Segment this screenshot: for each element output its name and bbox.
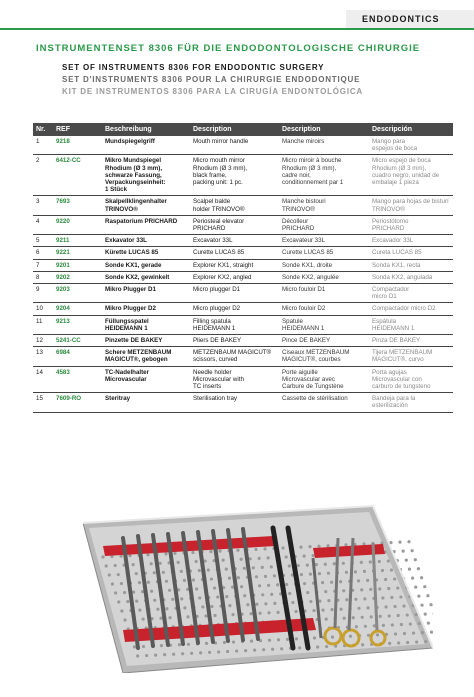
row-nr-text: 1: [36, 138, 40, 145]
row-descripcion-es: [369, 315, 453, 334]
row-description-fr-text: Curette LUCAS 85: [282, 249, 334, 257]
row-descripcion-es: [369, 271, 453, 283]
instrument-table: [33, 123, 453, 413]
row-ref-text: 7609-RO: [56, 395, 82, 403]
row-description-en-text: Explorer KX2, angled: [193, 273, 252, 281]
row-nr: [33, 215, 53, 234]
row-ref: [53, 366, 102, 393]
table-row: [33, 393, 453, 412]
row-ref-text: 9220: [56, 217, 70, 225]
row-ref-text: 9203: [56, 286, 70, 294]
row-nr: [33, 335, 53, 347]
row-descripcion-es-text: Micro espejo de boca Rhodium (Ø 3 mm), cuadro negro, unidad de embalaje 1 pieza: [372, 157, 440, 187]
row-nr: [33, 259, 53, 271]
row-description-fr-text: Micro fouloir D2: [282, 305, 326, 313]
row-beschreibung: [102, 315, 190, 334]
row-nr-text: 9: [36, 286, 40, 294]
row-description-fr: [279, 393, 369, 412]
row-nr-text: 3: [36, 198, 40, 206]
table-row: [33, 284, 453, 303]
table-row: [33, 347, 453, 366]
row-description-fr: [279, 259, 369, 271]
table-row: [33, 335, 453, 347]
row-description-fr-text: Spatule HEIDEMANN 1: [282, 317, 325, 332]
row-description-en: [190, 259, 279, 271]
page-title: INSTRUMENTENSET 8306 FÜR DIE ENDODONTOLOGISCHE CHIRURGIE: [36, 43, 421, 54]
row-description-fr-text: Sonde KX2, angulée: [282, 273, 339, 281]
row-beschreibung: [102, 136, 190, 155]
header-nr: Nr.: [33, 123, 53, 136]
row-nr: [33, 366, 53, 393]
row-descripcion-es: [369, 215, 453, 234]
row-nr-text: 11: [36, 317, 43, 325]
row-descripcion-es-text: Sonda KX2, angulada: [372, 273, 433, 281]
row-descripcion-es-text: Mango para hojas de bisturí TRINOVO®: [372, 198, 449, 213]
row-beschreibung: [102, 303, 190, 315]
row-beschreibung-text: Skalpellklingenhalter TRINOVO®: [105, 198, 167, 213]
row-descripcion-es-text: Tijera METZENBAUM MAGICUT®, curvo: [372, 349, 433, 364]
row-beschreibung: [102, 347, 190, 366]
row-description-fr-text: Micro fouloir D1: [282, 286, 326, 294]
row-description-fr: [279, 235, 369, 247]
row-nr-text: 6: [36, 249, 40, 257]
row-description-fr-text: Cassette de stérilisation: [282, 395, 348, 403]
subtitle-french: SET D'INSTRUMENTS 8306 POUR LA CHIRURGIE ENDODONTIQUE: [62, 75, 361, 84]
row-nr: [33, 315, 53, 334]
header-ref: REF: [53, 123, 102, 136]
row-beschreibung-text: Mikro Plugger D1: [105, 286, 156, 294]
row-beschreibung-text: Sonde KX2, gewinkelt: [105, 273, 170, 281]
instrument-tray-photo: [83, 498, 433, 673]
row-ref-text: 9213: [56, 317, 70, 325]
row-nr: [33, 235, 53, 247]
table-row: [33, 259, 453, 271]
row-nr: [33, 303, 53, 315]
row-descripcion-es: [369, 259, 453, 271]
table-header-row: [33, 123, 453, 136]
row-description-fr: [279, 366, 369, 393]
section-tag: ENDODONTICS: [346, 10, 474, 28]
row-description-en: [190, 155, 279, 196]
row-description-en-text: Micro mouth mirror Rhodium (Ø 3 mm), black frame, packing unit: 1 pc.: [193, 157, 248, 187]
header-rule: [0, 28, 474, 30]
row-descripcion-es-text: Excavador 33L: [372, 237, 414, 245]
row-ref: [53, 393, 102, 412]
row-description-en-text: Excavator 33L: [193, 237, 233, 245]
table-row: [33, 235, 453, 247]
row-description-en: [190, 315, 279, 334]
row-ref: [53, 136, 102, 155]
row-beschreibung: [102, 393, 190, 412]
row-description-fr: [279, 196, 369, 215]
row-ref: [53, 335, 102, 347]
row-ref: [53, 155, 102, 196]
row-beschreibung: [102, 155, 190, 196]
row-description-en-text: Needle holder Microvascular with TC inserts: [193, 368, 244, 391]
row-description-en: [190, 303, 279, 315]
table-row: [33, 247, 453, 259]
row-description-en: [190, 393, 279, 412]
row-descripcion-es-text: Mango para espejos de boca: [372, 138, 418, 153]
row-beschreibung-text: Steritray: [105, 395, 131, 403]
row-descripcion-es-text: Sonda KX1, recta: [372, 261, 421, 269]
header-descripcion-es: Descripción: [369, 123, 453, 136]
row-descripcion-es-text: Periostótomo PRICHARD: [372, 217, 409, 233]
row-nr: [33, 136, 53, 155]
row-description-fr: [279, 347, 369, 366]
row-description-en-text: Curette LUCAS 85: [193, 249, 245, 257]
row-descripcion-es-text: Espátula HEIDEMANN 1: [372, 317, 415, 332]
row-descripcion-es: [369, 136, 453, 155]
row-ref: [53, 315, 102, 334]
row-ref-text: 9201: [56, 261, 70, 269]
row-ref-text: 6984: [56, 349, 70, 357]
row-ref: [53, 259, 102, 271]
row-description-en: [190, 196, 279, 215]
row-nr: [33, 196, 53, 215]
row-beschreibung: [102, 284, 190, 303]
row-ref: [53, 247, 102, 259]
row-descripcion-es: [369, 303, 453, 315]
row-beschreibung-text: TC-Nadelhalter Microvascular: [105, 368, 150, 383]
row-nr-text: 5: [36, 237, 40, 245]
row-descripcion-es: [369, 155, 453, 196]
row-ref-text: 9204: [56, 305, 70, 313]
row-descripcion-es-text: Cureta LUCAS 85: [372, 249, 422, 257]
row-description-en: [190, 284, 279, 303]
row-nr-text: 2: [36, 157, 40, 165]
row-description-en-text: Scalpel balde holder TRINOVO®: [193, 198, 245, 213]
row-descripcion-es: [369, 196, 453, 215]
row-beschreibung: [102, 235, 190, 247]
row-nr-text: 7: [36, 261, 40, 269]
row-descripcion-es: [369, 347, 453, 366]
subtitle-spanish: KIT DE INSTRUMENTOS 8306 PARA LA CIRUGÍA ENDONTOLÓGICA: [62, 87, 364, 96]
row-nr-text: 12: [36, 337, 43, 345]
row-description-en-text: METZENBAUM MAGICUT® scissors, curved: [193, 349, 272, 364]
row-beschreibung-text: Raspatorium PRICHARD: [105, 217, 178, 225]
row-ref-text: 9218: [56, 138, 70, 145]
row-beschreibung-text: Schere METZENBAUM MAGICUT®, gebogen: [105, 349, 172, 364]
row-nr: [33, 271, 53, 283]
row-description-fr: [279, 247, 369, 259]
row-nr-text: 14: [36, 368, 43, 376]
row-beschreibung: [102, 366, 190, 393]
table-row: [33, 215, 453, 234]
row-beschreibung: [102, 196, 190, 215]
row-beschreibung: [102, 215, 190, 234]
row-description-fr-text: Ciseaux METZENBAUM MAGICUT®, courbes: [282, 349, 350, 364]
row-description-en: [190, 366, 279, 393]
row-beschreibung-text: Mundspiegelgriff: [105, 138, 155, 145]
row-nr: [33, 393, 53, 412]
row-nr-text: 4: [36, 217, 40, 225]
row-description-en: [190, 335, 279, 347]
subtitle-english: SET OF INSTRUMENTS 8306 FOR ENDODONTIC SURGERY: [62, 63, 325, 72]
row-description-fr-text: Décolleur PRICHARD: [282, 217, 315, 233]
row-description-fr: [279, 284, 369, 303]
header-description-fr: Description: [279, 123, 369, 136]
row-description-fr: [279, 315, 369, 334]
row-description-fr-text: Manche miroirs: [282, 138, 325, 145]
table-row: [33, 155, 453, 196]
row-description-en-text: Mouth mirror handle: [193, 138, 249, 145]
row-descripcion-es: [369, 235, 453, 247]
row-ref: [53, 215, 102, 234]
row-descripcion-es-text: Compactador micro D1: [372, 286, 410, 301]
row-ref: [53, 271, 102, 283]
row-descripcion-es-text: Porta agujas Microvascular con carburo de tungsteno: [372, 368, 431, 391]
table-row: [33, 366, 453, 393]
row-descripcion-es: [369, 335, 453, 347]
row-description-en-text: Filling spatula HEIDEMANN 1: [193, 317, 236, 332]
table-row: [33, 303, 453, 315]
row-description-fr: [279, 215, 369, 234]
row-nr-text: 10: [36, 305, 43, 313]
row-beschreibung: [102, 259, 190, 271]
row-descripcion-es-text: Compactador micro D2: [372, 305, 436, 313]
row-ref-text: 9221: [56, 249, 70, 257]
table-row: [33, 136, 453, 155]
table-row: [33, 271, 453, 283]
row-beschreibung-text: Exkavator 33L: [105, 237, 147, 245]
row-description-en: [190, 136, 279, 155]
row-ref-text: 9202: [56, 273, 70, 281]
row-beschreibung-text: Kürette LUCAS 85: [105, 249, 159, 257]
row-beschreibung-text: Mikro Plugger D2: [105, 305, 156, 313]
header-description-en: Description: [190, 123, 279, 136]
row-descripcion-es-text: Pinza DE BAKEY: [372, 337, 421, 345]
row-nr-text: 8: [36, 273, 40, 281]
row-ref-text: 4583: [56, 368, 70, 376]
row-description-fr-text: Manche bistouri TRINOVO®: [282, 198, 326, 213]
row-ref-text: 7693: [56, 198, 70, 206]
row-beschreibung-text: Mikro Mundspiegel Rhodium (Ø 3 mm), schwarze Fassung, Verpackungseinheit: 1 Stück: [105, 157, 166, 194]
row-descripcion-es: [369, 284, 453, 303]
row-ref-text: 9211: [56, 237, 70, 245]
row-beschreibung: [102, 271, 190, 283]
row-nr: [33, 347, 53, 366]
row-description-en-text: Sterilisation tray: [193, 395, 238, 403]
row-description-fr: [279, 303, 369, 315]
row-description-en: [190, 235, 279, 247]
row-description-en: [190, 271, 279, 283]
row-description-fr: [279, 335, 369, 347]
row-beschreibung-text: Pinzette DE BAKEY: [105, 337, 163, 345]
row-description-en-text: Micro plugger D1: [193, 286, 241, 294]
row-description-fr: [279, 271, 369, 283]
row-ref: [53, 347, 102, 366]
row-description-en: [190, 215, 279, 234]
row-descripcion-es-text: Bandeja para la esterilización: [372, 395, 416, 410]
row-description-fr-text: Excavateur 33L: [282, 237, 325, 245]
row-description-fr-text: Pince DE BAKEY: [282, 337, 331, 345]
row-ref: [53, 235, 102, 247]
row-beschreibung: [102, 247, 190, 259]
table-row: [33, 315, 453, 334]
tray-illustration: [83, 498, 433, 673]
row-nr: [33, 155, 53, 196]
row-beschreibung-text: Füllungsspatel HEIDEMANN 1: [105, 317, 149, 332]
row-ref-text: 5241-CC: [56, 337, 81, 345]
row-descripcion-es: [369, 247, 453, 259]
row-beschreibung-text: Sonde KX1, gerade: [105, 261, 162, 269]
row-description-fr-text: Sonde KX1, droite: [282, 261, 333, 269]
table-row: [33, 196, 453, 215]
header-beschreibung: Beschreibung: [102, 123, 190, 136]
row-description-fr: [279, 136, 369, 155]
row-description-en-text: Pliers DE BAKEY: [193, 337, 242, 345]
row-description-en: [190, 347, 279, 366]
row-ref: [53, 284, 102, 303]
row-description-fr: [279, 155, 369, 196]
row-descripcion-es: [369, 393, 453, 412]
row-description-fr-text: Micro miroir à bouche Rhodium (Ø 3 mm), cadre noir, conditionnement par 1: [282, 157, 344, 187]
row-beschreibung: [102, 335, 190, 347]
row-nr: [33, 247, 53, 259]
row-description-en: [190, 247, 279, 259]
row-nr-text: 15: [36, 395, 43, 403]
row-description-en-text: Periosteal elevator PRICHARD: [193, 217, 245, 233]
row-nr-text: 13: [36, 349, 43, 357]
row-description-fr-text: Porte aiguille Microvascular avec Carbure de Tungstène: [282, 368, 344, 391]
row-description-en-text: Micro plugger D2: [193, 305, 241, 313]
row-nr: [33, 284, 53, 303]
row-ref: [53, 303, 102, 315]
row-ref-text: 6412-CC: [56, 157, 81, 165]
row-ref: [53, 196, 102, 215]
row-descripcion-es: [369, 366, 453, 393]
row-description-en-text: Explorer KX1, straight: [193, 261, 254, 269]
